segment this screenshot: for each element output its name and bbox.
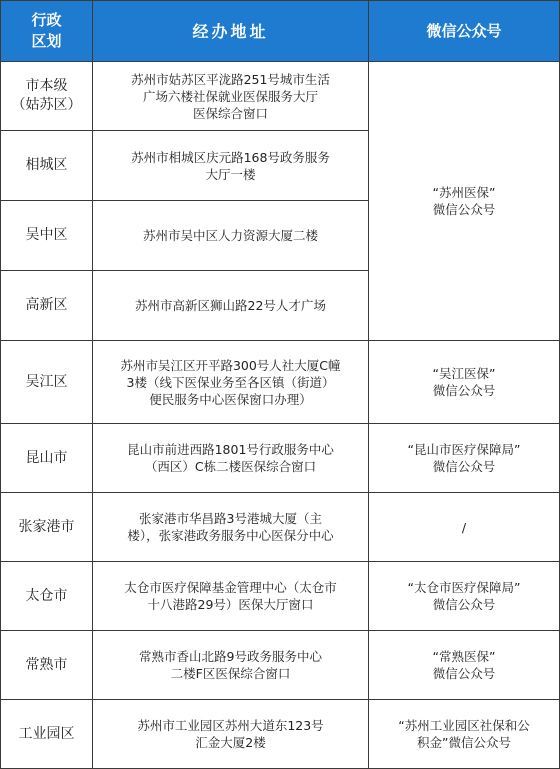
- table-row: [1, 62, 560, 131]
- table-row: [1, 562, 560, 631]
- district-cell: 市本级 （姑苏区）: [1, 62, 93, 131]
- address-cell: 昆山市前进西路1801号行政服务中心 （西区）C栋二楼医保综合窗口: [93, 424, 369, 493]
- table-row: [1, 493, 560, 562]
- district-cell: 工业园区: [1, 700, 93, 769]
- wechat-cell: “吴江医保” 微信公众号: [369, 341, 560, 424]
- address-cell: 常熟市香山北路9号政务服务中心 二楼F区医保综合窗口: [93, 631, 369, 700]
- address-cell: 苏州市工业园区苏州大道东123号 汇金大厦2楼: [93, 700, 369, 769]
- wechat-cell: “常熟医保” 微信公众号: [369, 631, 560, 700]
- district-cell: 常熟市: [1, 631, 93, 700]
- district-cell: 相城区: [1, 131, 93, 201]
- address-cell: 张家港市华昌路3号港城大厦（主 楼），张家港政务服务中心医保分中心: [93, 493, 369, 562]
- table-row: [1, 700, 560, 769]
- district-cell: 高新区: [1, 271, 93, 341]
- table-row: [1, 424, 560, 493]
- header-district: 行政 区划: [1, 1, 93, 62]
- header-address: 经办地址: [93, 1, 369, 62]
- district-cell: 吴中区: [1, 201, 93, 271]
- address-cell: 太仓市医疗保障基金管理中心（太仓市 十八港路29号）医保大厅窗口: [93, 562, 369, 631]
- district-cell: 太仓市: [1, 562, 93, 631]
- wechat-cell: “昆山市医疗保障局” 微信公众号: [369, 424, 560, 493]
- table-row: [1, 631, 560, 700]
- address-cell: 苏州市相城区庆元路168号政务服务 大厅一楼: [93, 131, 369, 201]
- header-wechat: 微信公众号: [369, 1, 560, 62]
- wechat-cell-merged: “苏州医保” 微信公众号: [369, 62, 560, 341]
- district-cell: 张家港市: [1, 493, 93, 562]
- table-row: [1, 341, 560, 424]
- address-cell: 苏州市高新区狮山路22号人才广场: [93, 271, 369, 341]
- wechat-cell: “苏州工业园区社保和公 积金”微信公众号: [369, 700, 560, 769]
- address-cell: 苏州市姑苏区平泷路251号城市生活 广场六楼社保就业医保服务大厅 医保综合窗口: [93, 62, 369, 131]
- wechat-cell: “太仓市医疗保障局” 微信公众号: [369, 562, 560, 631]
- wechat-cell: /: [369, 493, 560, 562]
- address-cell: 苏州市吴中区人力资源大厦二楼: [93, 201, 369, 271]
- header-row: [1, 1, 560, 62]
- address-cell: 苏州市吴江区开平路300号人社大厦C幢 3楼（线下医保业务至各区镇（街道） 便民服务中心医保窗口办理）: [93, 341, 369, 424]
- district-cell: 吴江区: [1, 341, 93, 424]
- district-cell: 昆山市: [1, 424, 93, 493]
